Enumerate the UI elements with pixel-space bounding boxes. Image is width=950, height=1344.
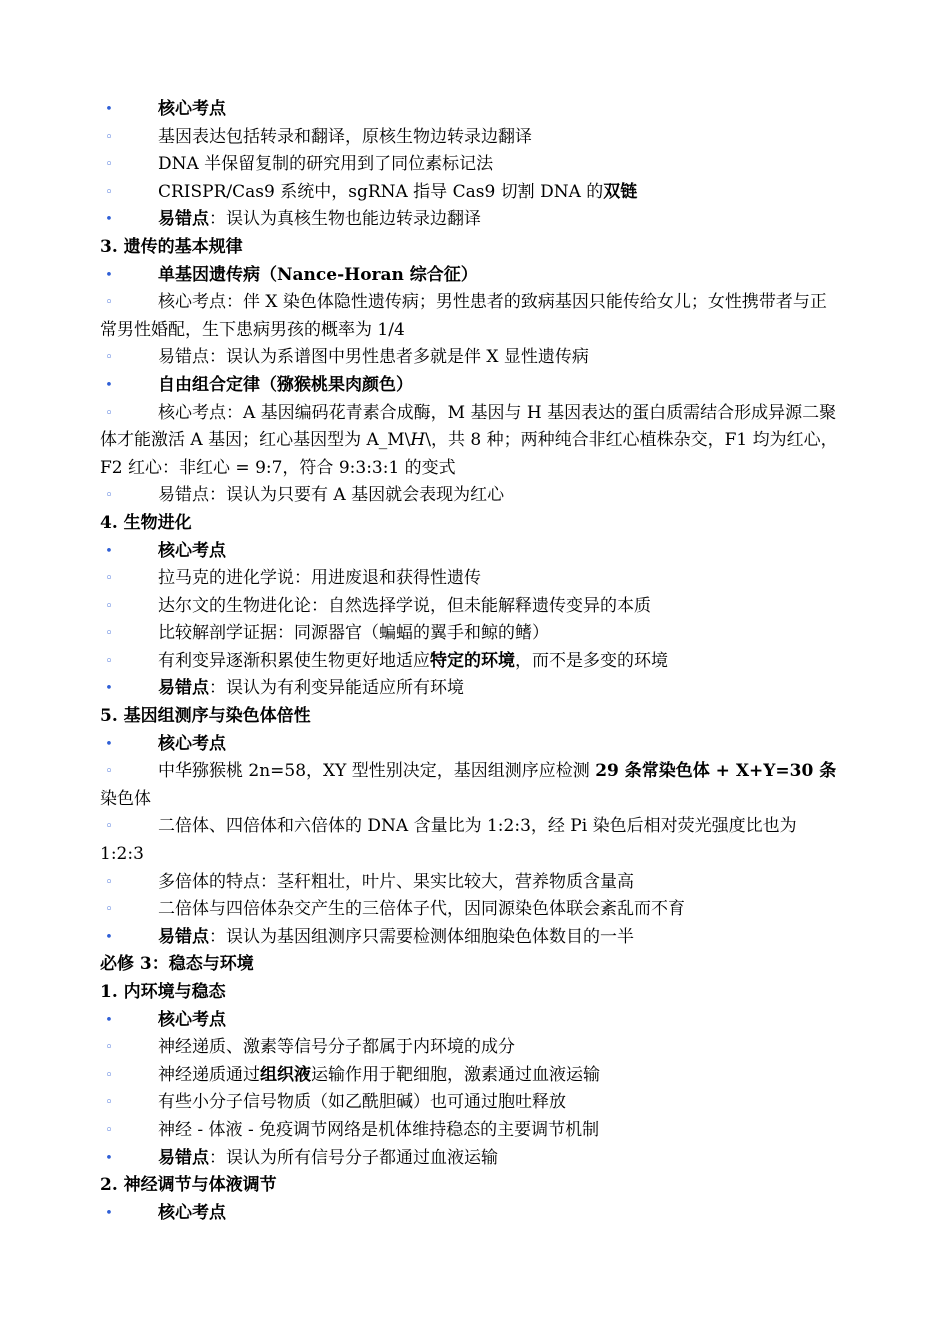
section-heading	[100, 1172, 842, 1200]
text-run: 易错点：误认为系谱图中男性患者多就是伴 X 显性遗传病	[158, 347, 589, 368]
list-item	[100, 344, 842, 372]
filled-bullet-icon: •	[105, 736, 113, 752]
bold-text: 双链	[603, 181, 638, 202]
list-item	[100, 813, 842, 868]
text-run: CRISPR/Cas9 系统中，sgRNA 指导 Cas9 切割 DNA 的	[158, 181, 604, 202]
text-run: 核心考点：A 基因编码花青素合成酶，M 基因与 H 基因表达的蛋白质需结合形成异源二聚体才能激活 A 基因；红心基因型为 A_M\	[100, 402, 837, 451]
bold-text: 4. 生物进化	[100, 512, 192, 533]
section-heading	[100, 234, 842, 262]
text-run: H	[410, 430, 426, 451]
text-run: ：误认为所有信号分子都通过血液运输	[209, 1147, 498, 1168]
text-run: 神经递质通过	[158, 1064, 260, 1085]
text-run: ：误认为基因组测序只需要检测体细胞染色体数目的一半	[209, 926, 634, 947]
section-heading	[100, 510, 842, 538]
list-item	[100, 731, 842, 759]
text-run: 神经 - 体液 - 免疫调节网络是机体维持稳态的主要调节机制	[158, 1119, 600, 1140]
bold-text: 易错点	[158, 209, 209, 230]
text-run: 二倍体、四倍体和六倍体的 DNA 含量比为 1:2:3，经 Pi 染色后相对荧光强度比也为 1:2:3	[100, 816, 797, 865]
list-item	[100, 482, 842, 510]
document-body	[100, 96, 842, 1227]
list-item	[100, 675, 842, 703]
list-item	[100, 648, 842, 676]
list-item	[100, 593, 842, 621]
list-item	[100, 289, 842, 344]
hollow-bullet-icon: ◦	[105, 1067, 113, 1083]
list-item	[100, 96, 842, 124]
list-item	[100, 538, 842, 566]
text-run: 有些小分子信号物质（如乙酰胆碱）也可通过胞吐释放	[158, 1092, 566, 1113]
list-item	[100, 372, 842, 400]
list-item	[100, 758, 842, 813]
hollow-bullet-icon: ◦	[105, 874, 113, 890]
hollow-bullet-icon: ◦	[105, 184, 113, 200]
bold-text: 易错点	[158, 1147, 209, 1168]
text-run: 易错点：误认为只要有 A 基因就会表现为红心	[158, 485, 505, 506]
hollow-bullet-icon: ◦	[105, 653, 113, 669]
section-heading	[100, 951, 842, 979]
text-run: DNA 半保留复制的研究用到了同位素标记法	[158, 154, 494, 175]
hollow-bullet-icon: ◦	[105, 626, 113, 642]
filled-bullet-icon: •	[105, 929, 113, 945]
bold-text: 核心考点	[158, 1202, 226, 1223]
text-run: ：误认为真核生物也能边转录边翻译	[209, 209, 481, 230]
filled-bullet-icon: •	[105, 1205, 113, 1221]
text-run: 有利变异逐渐积累使生物更好地适应	[158, 650, 430, 671]
list-item	[100, 1007, 842, 1035]
bold-text: 易错点	[158, 678, 209, 699]
list-item	[100, 151, 842, 179]
bold-text: 单基因遗传病（Nance-Horan 综合征）	[158, 264, 478, 285]
list-item	[100, 1034, 842, 1062]
hollow-bullet-icon: ◦	[105, 157, 113, 173]
list-item	[100, 620, 842, 648]
text-run: 核心考点：伴 X 染色体隐性遗传病；男性患者的致病基因只能传给女儿；女性携带者与正常男性婚配，生下患病男孩的概率为 1/4	[100, 292, 827, 340]
hollow-bullet-icon: ◦	[105, 488, 113, 504]
list-item	[100, 1062, 842, 1090]
hollow-bullet-icon: ◦	[105, 405, 113, 421]
text-run: 达尔文的生物进化论：自然选择学说，但未能解释遗传变异的本质	[158, 595, 651, 616]
hollow-bullet-icon: ◦	[105, 350, 113, 366]
hollow-bullet-icon: ◦	[105, 1095, 113, 1111]
hollow-bullet-icon: ◦	[105, 295, 113, 311]
bold-text: 5. 基因组测序与染色体倍性	[100, 706, 311, 727]
list-item	[100, 400, 842, 483]
bold-text: 1. 内环境与稳态	[100, 982, 226, 1002]
hollow-bullet-icon: ◦	[105, 598, 113, 614]
bold-text: 核心考点	[158, 540, 226, 561]
hollow-bullet-icon: ◦	[105, 1122, 113, 1138]
text-run: 拉马克的进化学说：用进废退和获得性遗传	[158, 568, 481, 589]
text-run: 神经递质、激素等信号分子都属于内环境的成分	[158, 1037, 515, 1058]
bold-text: 29 条常染色体 + X+Y=30 条	[595, 761, 837, 782]
bold-text: 必修 3：稳态与环境	[100, 954, 254, 975]
filled-bullet-icon: •	[105, 102, 113, 117]
bold-text: 自由组合定律（猕猴桃果肉颜色）	[158, 374, 413, 395]
text-run: 运输作用于靶细胞，激素通过血液运输	[311, 1064, 600, 1085]
text-run: ，而不是多变的环境	[515, 650, 668, 671]
list-item	[100, 869, 842, 897]
bold-text: 3. 遗传的基本规律	[100, 236, 243, 257]
filled-bullet-icon: •	[105, 267, 113, 283]
list-item	[100, 1117, 842, 1145]
list-item	[100, 179, 842, 207]
hollow-bullet-icon: ◦	[105, 1040, 113, 1056]
text-run: 比较解剖学证据：同源器官（蝙蝠的翼手和鲸的鳍）	[158, 623, 549, 644]
text-run: 基因表达包括转录和翻译，原核生物边转录边翻译	[158, 126, 532, 147]
bold-text: 特定的环境	[430, 650, 515, 671]
hollow-bullet-icon: ◦	[105, 571, 113, 587]
hollow-bullet-icon: ◦	[105, 819, 113, 835]
text-run: 二倍体与四倍体杂交产生的三倍体子代，因同源染色体联会紊乱而不育	[158, 899, 685, 920]
bold-text: 核心考点	[158, 1009, 226, 1030]
section-heading	[100, 979, 842, 1007]
filled-bullet-icon: •	[105, 1150, 113, 1166]
text-run: 中华猕猴桃 2n=58，XY 型性别决定，基因组测序应检测	[158, 761, 596, 782]
list-item	[100, 896, 842, 924]
bold-text: 核心考点	[158, 99, 226, 119]
filled-bullet-icon: •	[105, 377, 113, 393]
hollow-bullet-icon: ◦	[105, 764, 113, 780]
filled-bullet-icon: •	[105, 543, 113, 559]
section-heading	[100, 703, 842, 731]
list-item	[100, 206, 842, 234]
list-item	[100, 262, 842, 290]
bold-text: 2. 神经调节与体液调节	[100, 1175, 277, 1196]
bold-text: 组织液	[260, 1064, 311, 1085]
bold-text: 易错点	[158, 926, 209, 947]
bold-text: 核心考点	[158, 733, 226, 754]
list-item	[100, 1145, 842, 1173]
filled-bullet-icon: •	[105, 681, 113, 697]
filled-bullet-icon: •	[105, 212, 113, 228]
text-run: 多倍体的特点：茎秆粗壮，叶片、果实比较大，营养物质含量高	[158, 871, 634, 892]
filled-bullet-icon: •	[105, 1012, 113, 1028]
list-item	[100, 565, 842, 593]
hollow-bullet-icon: ◦	[105, 129, 113, 145]
hollow-bullet-icon: ◦	[105, 902, 113, 918]
list-item	[100, 124, 842, 152]
list-item	[100, 1200, 842, 1228]
list-item	[100, 924, 842, 952]
text-run: 染色体	[100, 788, 151, 809]
text-run: \，共 8 种；两种纯合非红心植株杂交，F1 均为红心，F2 红心：非红心 = 9:7，符合 9:3:3:1 的变式	[100, 430, 838, 478]
text-run: ：误认为有利变异能适应所有环境	[209, 678, 464, 699]
list-item	[100, 1089, 842, 1117]
